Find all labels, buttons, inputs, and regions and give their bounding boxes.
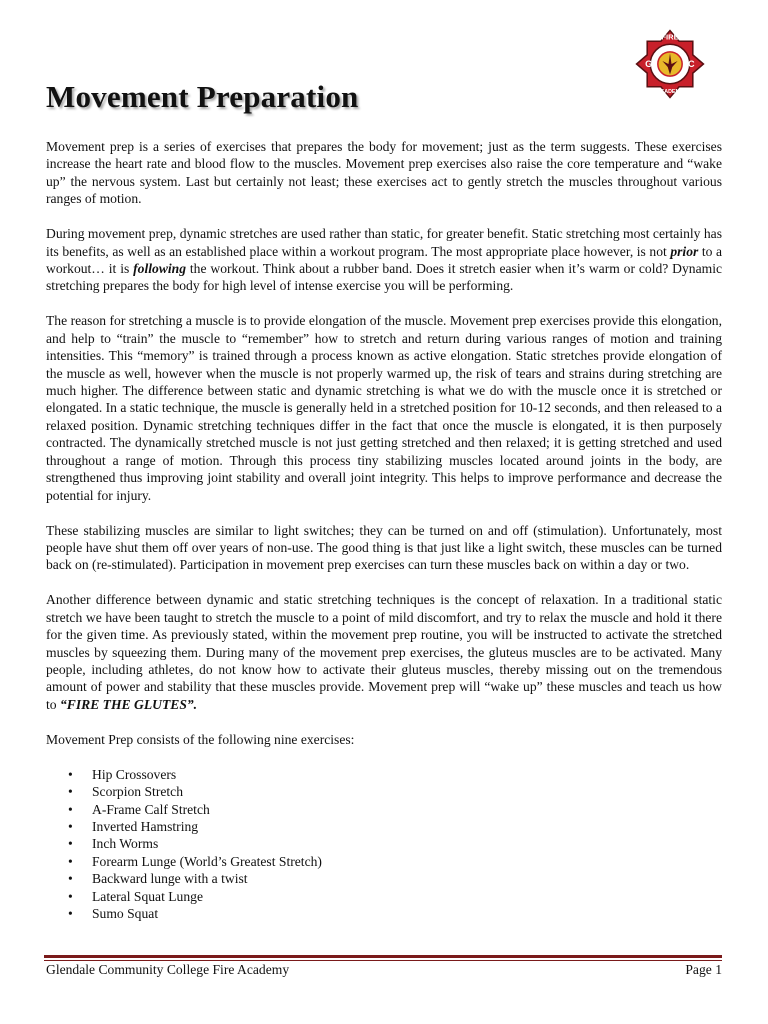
list-item [68,766,722,783]
logo-letter-left: G [645,59,653,70]
list-item-label: Sumo Squat [92,906,159,921]
footer-divider-thin [44,960,722,961]
bullet-icon: • [68,784,73,800]
logo-text-top: FIRE [661,32,679,42]
footer-page-number: Page 1 [685,962,722,977]
list-item [68,801,722,818]
paragraph-dynamic-vs-static [46,225,722,295]
paragraph-intro: Movement prep is a series of exercises that prepares the body for movement; just as the term suggests. These exercises increase the heart rate and blood flow to the muscles. Movement prep exercises also raise the core temperature and “wake up” the nervous system. Last but certainly not least; these exercises act to gently stretch the muscles throughout various ranges of motion. [46,139,722,207]
list-item [68,818,722,835]
footer-divider [44,955,722,961]
list-item [68,905,722,922]
list-item [68,835,722,852]
page-title: Movement Preparation [46,79,359,114]
list-item-label: Inverted Hamstring [92,818,199,834]
document-body [46,138,722,922]
exercise-list [46,766,722,923]
list-item [68,888,722,905]
list-item [68,783,722,800]
list-item-label: Backward lunge with a twist [92,871,248,887]
paragraph-text: to a workout… it is [46,243,723,277]
list-item [68,853,722,870]
paragraph-text: the workout. Think about a rubber band. Does it stretch easier when it’s warm or cold? Dynamic stretching prepares the body for high level of intense exercise you will be performing. [46,261,723,294]
fire-academy-logo [632,26,708,102]
footer-institution: Glendale Community College Fire Academy [46,962,290,977]
logo-text-bottom: ACADEMY [656,88,684,95]
list-item-label: Lateral Squat Lunge [92,888,203,904]
footer-divider-thick [44,955,722,958]
bullet-icon: • [68,888,73,904]
paragraph-text: During movement prep, dynamic stretches are used rather than static, for greater benefit. Static stretching most certainly has its benefits, as well as an established place within a workout program. The most appropriate place however, is not [46,226,722,259]
bullet-icon: • [68,906,73,921]
bullet-icon: • [68,766,73,782]
paragraph-relaxation [46,591,722,713]
bullet-icon: • [68,871,73,887]
bullet-icon: • [68,818,73,834]
list-item-label: Forearm Lunge (World’s Greatest Stretch) [92,853,322,869]
list-item-label: Hip Crossovers [92,766,177,782]
paragraph-text: Another difference between dynamic and static stretching techniques is the concept of relaxation. In a traditional static stretch we have been taught to stretch the muscle to a point of mild discomfort, and try to relax the muscle and hold it there for the given time. As previously stated, within the movement prep routine, you will be instructed to activate the stretched muscles by squeezing them. During many of the movement prep exercises, the gluteus muscles are to be activated. Many people, including athletes, do not know how to activate their gluteus muscles, thereby missing out on the tremendous amount of power and stability that these muscles provide. Movement prep will “wake up” these muscles and teach us how to [46,592,722,712]
logo-letter-right: C [687,59,695,70]
emphasis-following: following [133,261,187,277]
list-intro: Movement Prep consists of the following nine exercises: [46,731,355,747]
list-item-label: Inch Worms [92,836,159,852]
bullet-icon: • [68,853,73,869]
list-item [68,870,722,887]
list-item-label: Scorpion Stretch [92,784,183,800]
bullet-icon: • [68,801,73,817]
emphasis-prior: prior [670,243,699,259]
list-item-label: A-Frame Calf Stretch [92,801,210,817]
paragraph-elongation: The reason for stretching a muscle is to provide elongation of the muscle. Movement prep exercises provide this elongation, and help to “train” the muscle to “remember” how to stretch and return during various ranges of motion and training intensities. This “memory” is trained through a process known as active elongation. Static stretches provide elongation of the muscle as well, however when the muscle is not properly warmed up, the risk of tears and strains during stretching are much higher. The difference between static and dynamic stretching is what we do with the muscle once it is stretched or elongated. In a static technique, the muscle is generally held in a stretched position for 10-12 seconds, and then released to a relaxed position. Dynamic stretching techniques differ in the fact that once the muscle is elongated, it is then purposely contracted. The dynamically stretched muscle is not just getting stretched and then relaxed; it is getting stretched and used throughout a range of motion. Through this process tiny stabilizing muscles located around joints in the body, are strengthened thus improving joint stability and overall joint integrity. This helps to improve performance and decrease the potential for injury. [46,313,722,503]
bullet-icon: • [68,836,73,852]
emphasis-fire-the-glutes: “FIRE THE GLUTES”. [59,696,198,712]
paragraph-light-switches: These stabilizing muscles are similar to light switches; they can be turned on and off (stimulation). Unfortunately, most people have shut them off over years of non-use. The good thing is that just like a light switch, these muscles can be turned back on (re-stimulated). Participation in movement prep exercises can turn these muscles back on within a day or two. [46,522,722,573]
